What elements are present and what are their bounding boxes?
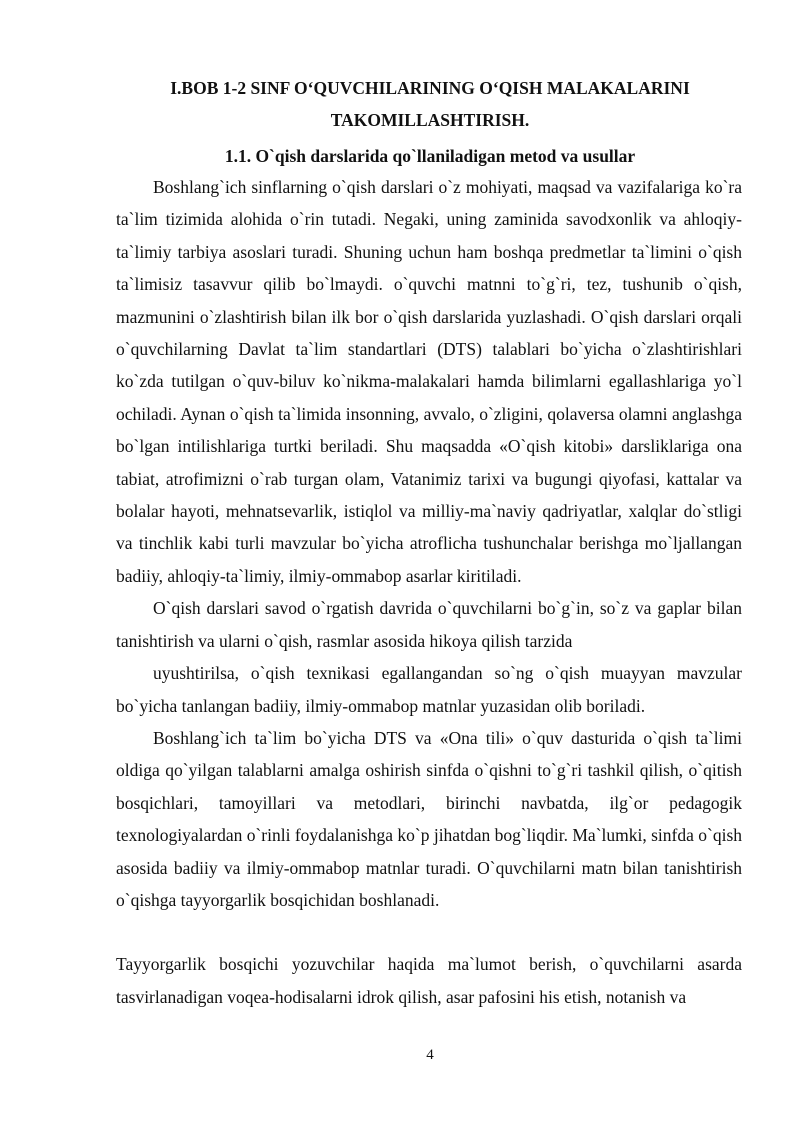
chapter-title-line-2: TAKOMILLASHTIRISH. (330, 110, 530, 130)
paragraph-3: uyushtirilsa, o`qish texnikasi egallangandan so`ng o`qish muayyan mavzular bo`yicha tanlangan badiiy, ilmiy-ommabop matnlar yuzasidan olib boriladi. (116, 663, 742, 716)
page-number: 4 (426, 1047, 434, 1063)
paragraph-5: Tayyorgarlik bosqichi yozuvchilar haqida ma`lumot berish, o`quvchilarni asarda tasvirlanadigan voqea-hodisalarni idrok qilish, asar pafosini his etish, notanish va (116, 954, 742, 1007)
chapter-title-line-1: I.BOB 1-2 SINF O‘QUVCHILARINING O‘QISH MALAKALARINI (170, 78, 690, 98)
paragraph-1: Boshlang`ich sinflarning o`qish darslari o`z mohiyati, maqsad va vazifalariga ko`ra ta`lim tizimida alohida o`rin tutadi. Negaki, uning zaminida savodxonlik va ahloqiy-ta`limiy tarbiya asoslari turadi. Shuning uchun ham boshqa predmetlar ta`limini o`qish ta`limisiz tasavvur qilib bo`lmaydi. o`quvchi matnni to`g`ri, tez, tushunib o`qish, mazmunini o`zlashtirish bilan ilk bor o`qish darslarida yuzlashadi. O`qish darslari orqali o`quvchilarning Davlat ta`lim standartlari (DTS) talablari bo`yicha o`zlashtirishlari ko`zda tutilgan o`quv-biluv ko`nikma-malakalari hamda bilimlarni egallashlariga yo`l ochiladi. Aynan o`qish ta`limida insonning, avvalo, o`zligini, qolaversa olamni anglashga bo`lgan intilishlariga turtki beriladi. Shu maqsadda «O`qish kitobi» darsliklariga ona tabiat, atrofimizni o`rab turgan olam, Vatanimiz tarixi va bugungi qiyofasi, kattalar va bolalar hayoti, mehnatsevarlik, istiqlol va milliy-ma`naviy qadriyatlar, xalqlar do`stligi va tinchlik kabi turli mavzular bo`yicha atroflicha tushunchalar berishga mo`ljallangan badiiy, ahloqiy-ta`limiy, ilmiy-ommabop asarlar kiritiladi. (116, 177, 742, 586)
paragraph-2: O`qish darslari savod o`rgatish davrida o`quvchilarni bo`g`in, so`z va gaplar bilan tanishtirish va ularni o`qish, rasmlar asosida hikoya qilish tarzida (116, 598, 742, 651)
body-text (116, 171, 742, 1013)
paragraph-4: Boshlang`ich ta`lim bo`yicha DTS va «Ona tili» o`quv dasturida o`qish ta`limi oldiga qo`yilgan talablarni amalga oshirish sinfda o`qishni to`g`ri tashkil qilish, o`qitish bosqichlari, tamoyillari va metodlari, birinchi navbatda, ilg`or pedagogik texnologiyalardan o`rinli foydalanishga ko`p jihatdan bog`liqdir. Ma`lumki, sinfda o`qish asosida badiiy va ilmiy-ommabop matnlar turadi. O`quvchilarni matn bilan tanishtirish o`qishga tayyorgarlik bosqichidan boshlanadi. (116, 727, 742, 910)
section-title: 1.1. O`qish darslarida qo`llaniladigan metod va usullar (224, 146, 636, 166)
